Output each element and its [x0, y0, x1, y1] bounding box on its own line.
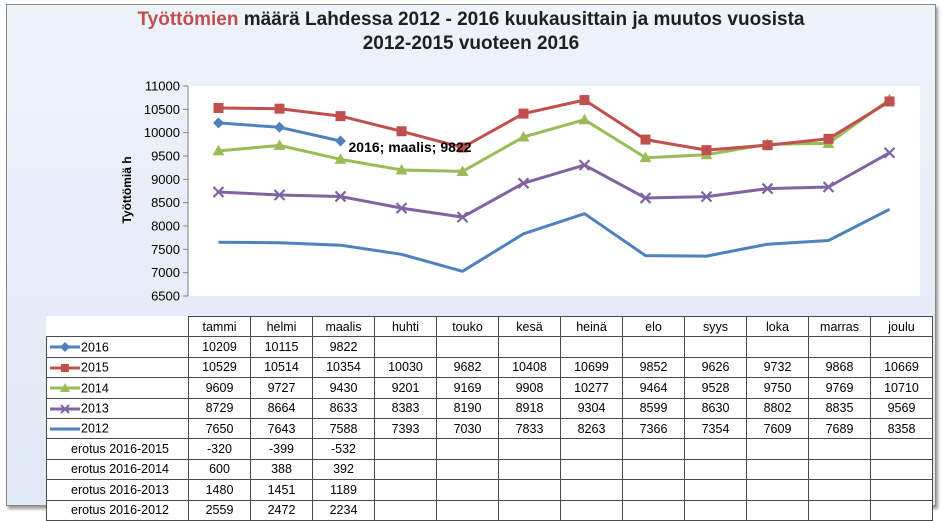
- data-cell: 9626: [685, 357, 747, 377]
- series-label-cell: [47, 398, 189, 418]
- data-cell: 8383: [375, 398, 437, 418]
- data-cell: 9169: [437, 378, 499, 398]
- data-cell: [685, 500, 747, 520]
- data-cell: [561, 439, 623, 459]
- series-label-cell: [47, 357, 189, 377]
- data-cell: [871, 459, 933, 479]
- data-cell: [437, 439, 499, 459]
- data-cell: 10669: [871, 357, 933, 377]
- data-cell: 9868: [809, 357, 871, 377]
- data-cell: 8599: [623, 398, 685, 418]
- data-cell: 1480: [189, 480, 251, 500]
- category-label: helmi: [251, 317, 313, 337]
- y-axis-title: Työttömiä h: [120, 156, 134, 224]
- legend-key-2015: [47, 362, 81, 374]
- data-point-2015: [397, 126, 407, 136]
- data-cell: [747, 439, 809, 459]
- data-cell: 600: [189, 459, 251, 479]
- data-point-2015: [824, 134, 834, 144]
- data-cell: 7588: [313, 418, 375, 438]
- y-tick-label: 10500: [143, 101, 180, 117]
- difference-label-cell: erotus 2016-2015: [47, 439, 189, 459]
- series-label-cell: [47, 337, 189, 357]
- data-cell: [685, 459, 747, 479]
- data-cell: -532: [313, 439, 375, 459]
- data-cell: [809, 439, 871, 459]
- category-label: tammi: [189, 317, 251, 337]
- data-cell: 8358: [871, 418, 933, 438]
- data-point-2015: [763, 140, 773, 150]
- data-cell: 8918: [499, 398, 561, 418]
- data-cell: 9528: [685, 378, 747, 398]
- y-tick-label: 6500: [151, 288, 180, 304]
- data-cell: [561, 500, 623, 520]
- data-cell: 10514: [251, 357, 313, 377]
- table-row: [47, 398, 933, 418]
- category-label: heinä: [561, 317, 623, 337]
- y-tick-label: 10000: [143, 125, 180, 141]
- data-cell: 2472: [251, 500, 313, 520]
- data-cell: [437, 500, 499, 520]
- data-cell: 8835: [809, 398, 871, 418]
- data-point-2015: [885, 96, 895, 106]
- difference-label-cell: erotus 2016-2014: [47, 459, 189, 479]
- data-cell: [623, 439, 685, 459]
- data-cell: 8664: [251, 398, 313, 418]
- table-row: [47, 459, 933, 479]
- table-row: [47, 439, 933, 459]
- data-cell: [809, 480, 871, 500]
- data-cell: [375, 439, 437, 459]
- legend-key-2016: [47, 341, 81, 353]
- category-label: touko: [437, 317, 499, 337]
- table-header-row: [47, 317, 933, 337]
- data-cell: 9682: [437, 357, 499, 377]
- data-cell: [499, 500, 561, 520]
- category-label: marras: [809, 317, 871, 337]
- data-cell: 8729: [189, 398, 251, 418]
- data-cell: 9609: [189, 378, 251, 398]
- data-cell: 10277: [561, 378, 623, 398]
- data-cell: 9304: [561, 398, 623, 418]
- data-cell: [375, 337, 437, 357]
- data-cell: [685, 439, 747, 459]
- data-cell: [685, 337, 747, 357]
- data-cell: [623, 459, 685, 479]
- y-tick-label: 9500: [151, 148, 180, 164]
- data-cell: 7643: [251, 418, 313, 438]
- data-cell: 8263: [561, 418, 623, 438]
- title-rest: määrä Lahdessa 2012 - 2016 kuukausittain ja muutos vuosista: [238, 9, 805, 30]
- data-cell: [809, 500, 871, 520]
- data-cell: [437, 337, 499, 357]
- table-corner-cell: [47, 317, 189, 337]
- data-cell: 9750: [747, 378, 809, 398]
- difference-label-cell: erotus 2016-2013: [47, 480, 189, 500]
- title-highlight: Työttömien: [137, 9, 239, 30]
- category-label: syys: [685, 317, 747, 337]
- data-cell: 10529: [189, 357, 251, 377]
- data-cell: 10354: [313, 357, 375, 377]
- data-cell: [809, 337, 871, 357]
- data-cell: 392: [313, 459, 375, 479]
- data-cell: 9430: [313, 378, 375, 398]
- data-cell: [747, 459, 809, 479]
- legend-key-2014: [47, 382, 81, 394]
- data-cell: 8190: [437, 398, 499, 418]
- data-cell: 8630: [685, 398, 747, 418]
- data-cell: 10710: [871, 378, 933, 398]
- table-row: [47, 337, 933, 357]
- data-cell: 7609: [747, 418, 809, 438]
- data-cell: 9569: [871, 398, 933, 418]
- data-cell: [623, 500, 685, 520]
- y-tick-label: 9000: [151, 171, 180, 187]
- data-cell: [561, 337, 623, 357]
- data-cell: 1189: [313, 480, 375, 500]
- data-point-2015: [336, 111, 346, 121]
- series-name: 2012: [81, 422, 109, 436]
- data-point-2015: [275, 104, 285, 114]
- data-cell: 7030: [437, 418, 499, 438]
- y-tick-label: 8500: [151, 195, 180, 211]
- data-point-2015: [580, 95, 590, 105]
- series-label-cell: [47, 418, 189, 438]
- data-cell: [499, 337, 561, 357]
- data-cell: 9822: [313, 337, 375, 357]
- difference-label-cell: erotus 2016-2012: [47, 500, 189, 520]
- data-cell: 9732: [747, 357, 809, 377]
- series-name: 2016: [81, 340, 109, 355]
- data-cell: [375, 480, 437, 500]
- data-cell: 7393: [375, 418, 437, 438]
- data-cell: [871, 439, 933, 459]
- series-name: 2014: [81, 381, 109, 396]
- table-row: [47, 418, 933, 438]
- y-tick-label: 7500: [151, 241, 180, 257]
- category-label: kesä: [499, 317, 561, 337]
- data-cell: [499, 459, 561, 479]
- category-label: maalis: [313, 317, 375, 337]
- table-row: [47, 500, 933, 520]
- category-label: joulu: [871, 317, 933, 337]
- data-cell: [871, 337, 933, 357]
- data-cell: 8633: [313, 398, 375, 418]
- y-tick-label: 8000: [151, 218, 180, 234]
- data-cell: [747, 500, 809, 520]
- data-cell: 2234: [313, 500, 375, 520]
- data-cell: 9852: [623, 357, 685, 377]
- data-cell: 10408: [499, 357, 561, 377]
- data-cell: [747, 480, 809, 500]
- data-point-2015: [641, 135, 651, 145]
- legend-key-2013: [47, 403, 81, 415]
- data-cell: 10115: [251, 337, 313, 357]
- table-row: [47, 378, 933, 398]
- table-row: [47, 357, 933, 377]
- y-tick-label: 7000: [151, 265, 180, 281]
- data-cell: [685, 480, 747, 500]
- data-cell: [623, 337, 685, 357]
- data-cell: [375, 459, 437, 479]
- data-cell: -320: [189, 439, 251, 459]
- data-cell: 2559: [189, 500, 251, 520]
- data-cell: 7650: [189, 418, 251, 438]
- data-cell: 7689: [809, 418, 871, 438]
- data-cell: 7366: [623, 418, 685, 438]
- series-name: 2013: [81, 401, 109, 416]
- data-cell: [747, 337, 809, 357]
- data-cell: [871, 500, 933, 520]
- data-cell: 10209: [189, 337, 251, 357]
- data-point-2015: [214, 103, 224, 113]
- legend-key-2012: [47, 423, 81, 435]
- title-line2: 2012-2015 vuoteen 2016: [362, 33, 580, 54]
- data-table: [46, 316, 933, 521]
- data-cell: 388: [251, 459, 313, 479]
- category-label: elo: [623, 317, 685, 337]
- data-cell: 1451: [251, 480, 313, 500]
- data-cell: [437, 480, 499, 500]
- data-cell: [871, 480, 933, 500]
- series-label-cell: [47, 378, 189, 398]
- data-cell: [499, 439, 561, 459]
- data-cell: -399: [251, 439, 313, 459]
- data-cell: 8802: [747, 398, 809, 418]
- data-cell: [561, 480, 623, 500]
- data-cell: 7354: [685, 418, 747, 438]
- series-name: 2015: [81, 360, 109, 375]
- data-cell: [809, 459, 871, 479]
- data-label-annotation: 2016; maalis; 9822: [348, 138, 472, 155]
- data-cell: 9908: [499, 378, 561, 398]
- data-point-2015: [702, 145, 712, 155]
- plot-area: [188, 86, 920, 296]
- data-cell: 9727: [251, 378, 313, 398]
- data-cell: 10699: [561, 357, 623, 377]
- data-cell: 9769: [809, 378, 871, 398]
- data-cell: 9464: [623, 378, 685, 398]
- data-cell: [375, 500, 437, 520]
- data-cell: 9201: [375, 378, 437, 398]
- data-cell: 7833: [499, 418, 561, 438]
- table-row: [47, 480, 933, 500]
- category-label: huhti: [375, 317, 437, 337]
- data-cell: [561, 459, 623, 479]
- category-label: loka: [747, 317, 809, 337]
- data-cell: [623, 480, 685, 500]
- y-tick-label: 11000: [144, 78, 180, 94]
- data-cell: 10030: [375, 357, 437, 377]
- data-cell: [437, 459, 499, 479]
- data-point-2015: [519, 109, 529, 119]
- data-cell: [499, 480, 561, 500]
